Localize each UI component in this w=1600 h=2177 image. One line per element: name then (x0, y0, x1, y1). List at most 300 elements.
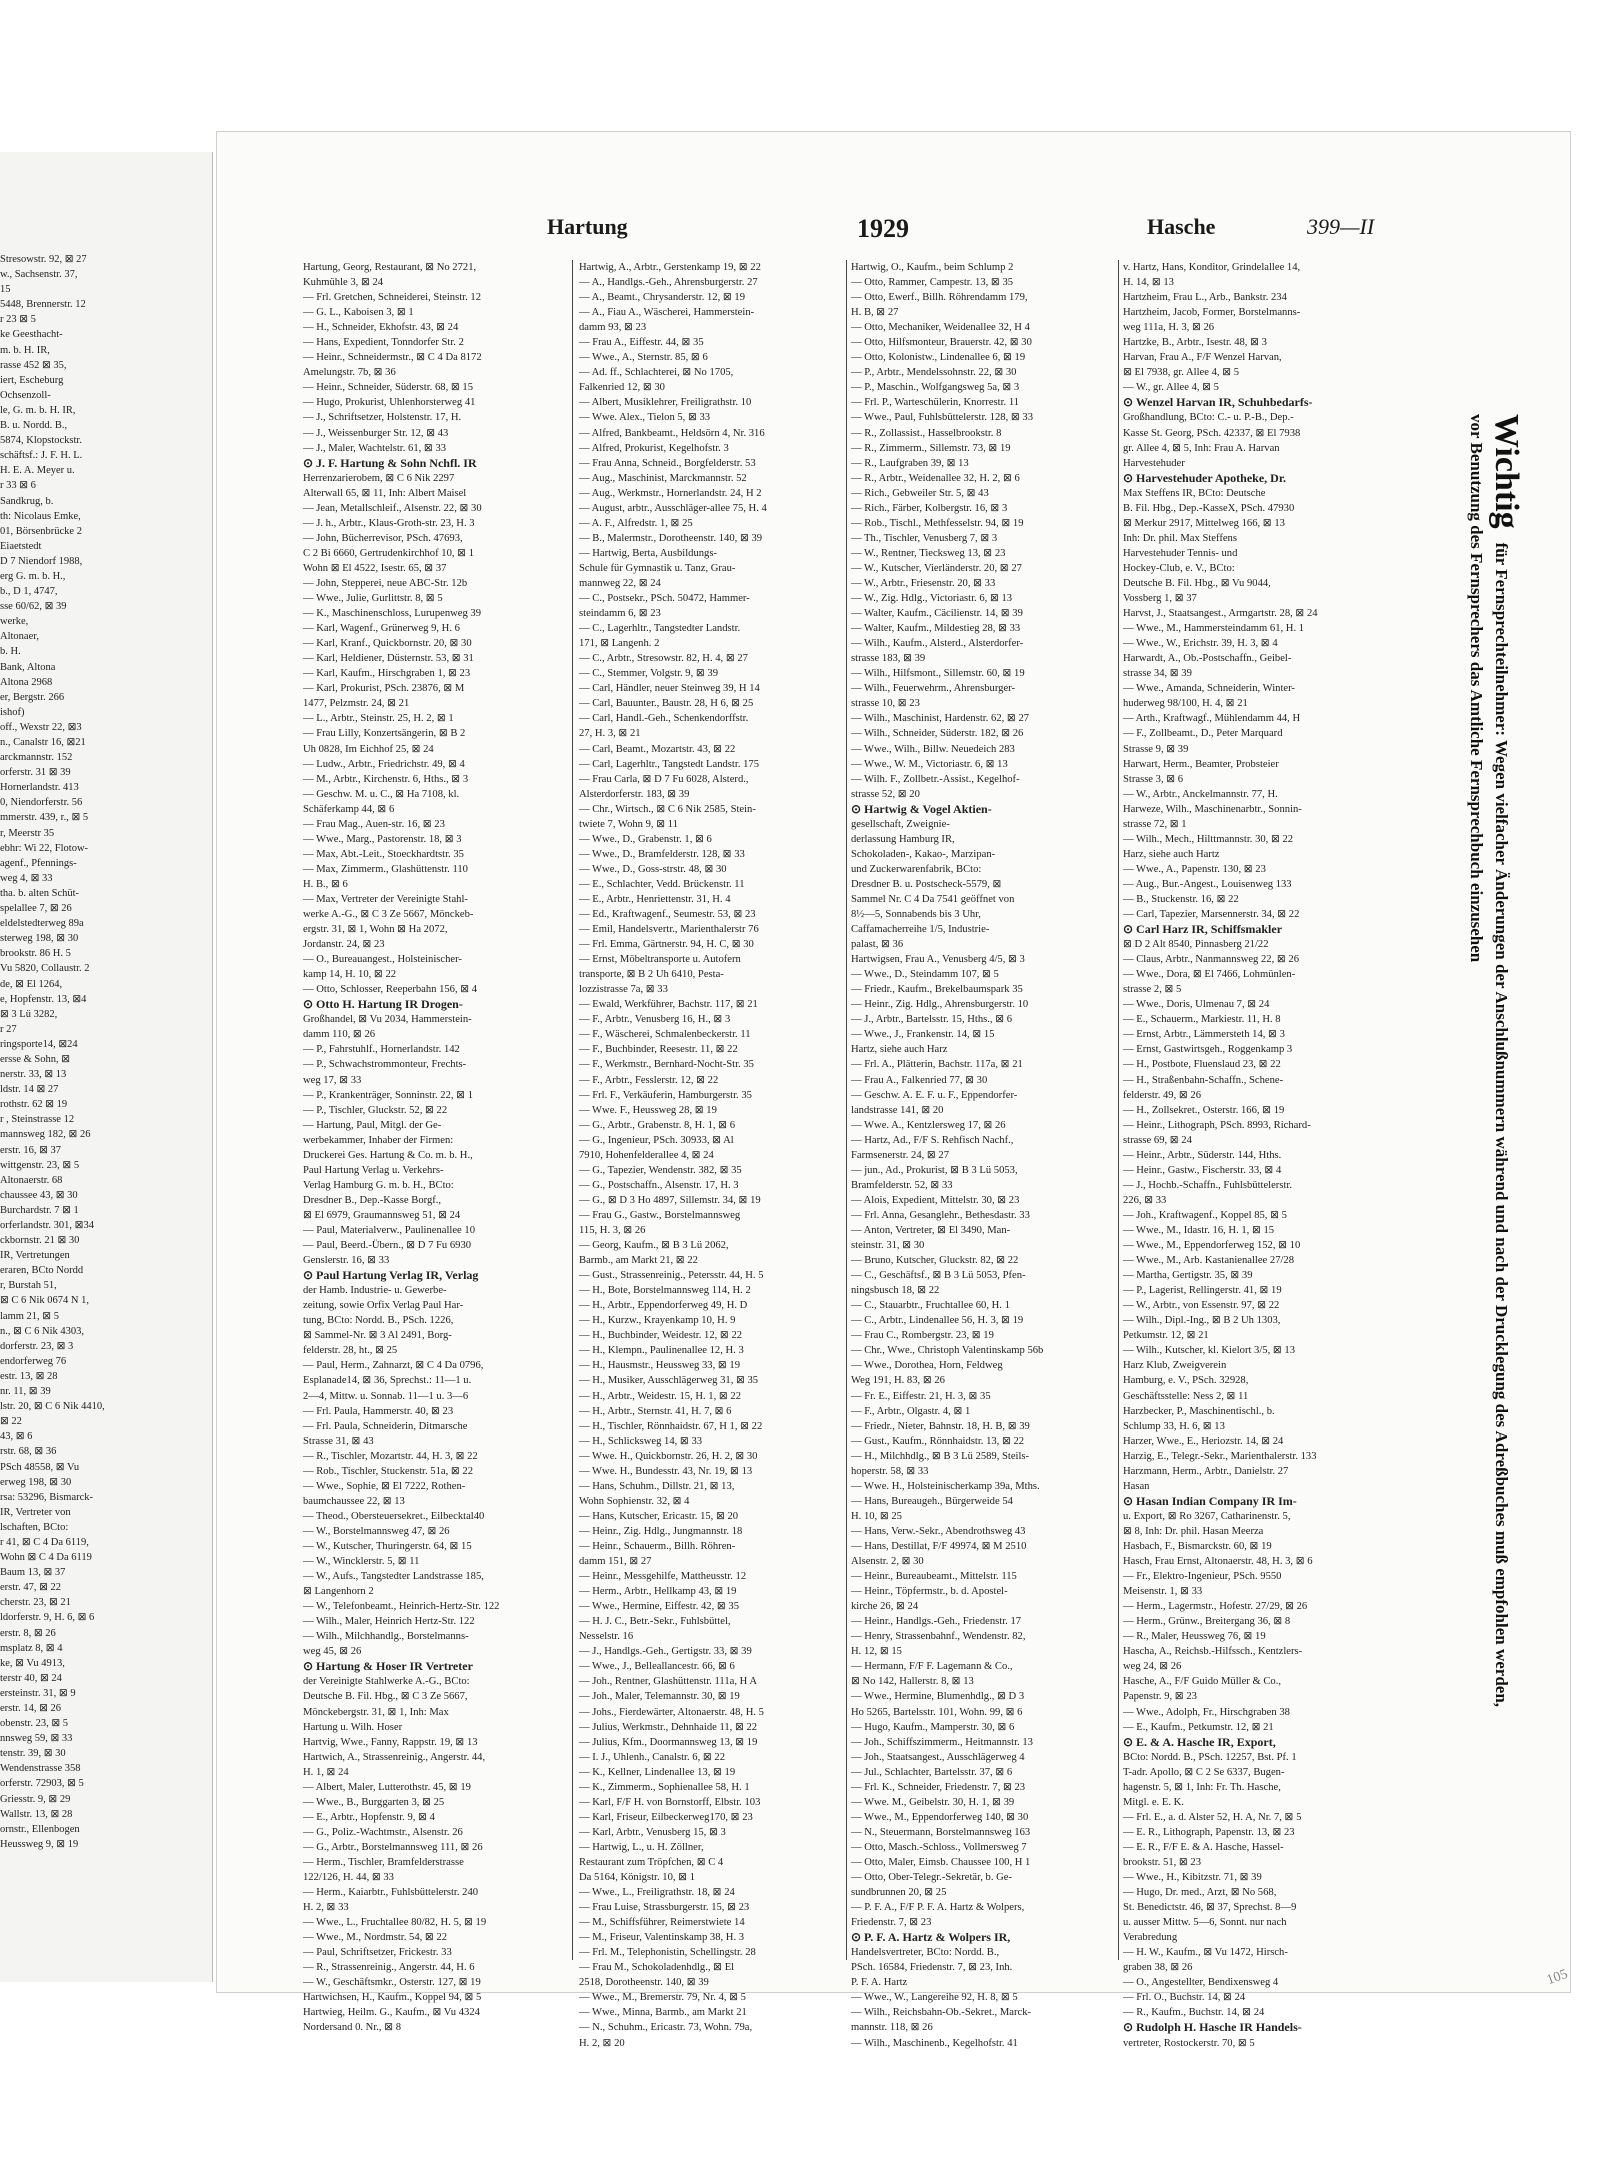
entry-line: — Wwe. A., Kentzlersweg 17, ⊠ 26 (851, 1119, 1006, 1131)
entry-line: — M., Schiffsführer, Reimerstwiete 14 (579, 1917, 745, 1929)
entry-line: — Herm., Arbtr., Hellkamp 43, ⊠ 19 (579, 1586, 737, 1598)
entry-line: graben 38, ⊠ 26 (1123, 1962, 1193, 1974)
entry-line: Sammel Nr. C 4 Da 7541 geöffnet von (851, 893, 1015, 905)
entry-line: Hartwieg, Heilm. G., Kaufm., ⊠ Vu 4324 (303, 2007, 480, 2019)
entry-line: — Rich., Färber, Kolbergstr. 16, ⊠ 3 (851, 502, 1008, 514)
entry-line: — F., Wäscherei, Schmalenbeckerstr. 11 (579, 1029, 751, 1041)
entry-line: Verabredung (1123, 1932, 1178, 1944)
entry-line: — N., Schuhm., Ericastr. 73, Wohn. 79a, (579, 2022, 753, 2034)
column-3 (851, 260, 1113, 2051)
entry-line: — G., Postschaffn., Alsenstr. 17, H. 3 (579, 1179, 739, 1191)
entry-line: — H., Arbtr., Weidestr. 15, H. 1, ⊠ 22 (579, 1390, 742, 1402)
entry-line: damm 93, ⊠ 23 (579, 322, 647, 334)
text-line: Wohn ⊠ C 4 Da 6119 (0, 1552, 92, 1564)
entry-line: ⊠ No 142, Hallerstr. 8, ⊠ 13 (851, 1676, 974, 1688)
entry-line: Harzbecker, P., Maschinentischl., b. (1123, 1405, 1275, 1417)
entry-line: — Wwe., W. M., Victoriastr. 6, ⊠ 13 (851, 758, 1008, 770)
entry-line: huderweg 98/100, H. 4, ⊠ 21 (1123, 698, 1248, 710)
entry-line: — H., Bote, Borstelmannsweg 114, H. 2 (579, 1285, 751, 1297)
text-line: lschaften, BCto: (0, 1521, 69, 1533)
entry-line: — G., Arbtr., Grabenstr. 8, H. 1, ⊠ 6 (579, 1119, 735, 1131)
text-line: 01, Börsenbrücke 2 (0, 525, 82, 537)
entry-line: — Hans, Kutscher, Ericastr. 15, ⊠ 20 (579, 1510, 739, 1522)
text-line: B. u. Nordd. B., (0, 420, 68, 432)
entry-line: Schäferkamp 44, ⊠ 6 (303, 803, 395, 815)
entry-line: — K., Zimmerm., Sophienallee 58, H. 1 (579, 1781, 750, 1793)
entry-line: landstrasse 141, ⊠ 20 (851, 1104, 944, 1116)
entry-line: weg 24, ⊠ 26 (1123, 1661, 1182, 1673)
entry-line: — Herm., Grünw., Breitergang 36, ⊠ 8 (1123, 1616, 1291, 1628)
entry-line: — Frl. P., Warteschülerin, Knorrestr. 11 (851, 397, 1020, 409)
entry-line: — Wwe. H., Holsteinischerkamp 39a, Mths. (851, 1480, 1040, 1492)
entry-line: — Wilh., Mech., Hilttmannstr. 30, ⊠ 22 (1123, 833, 1294, 845)
entry-line: Hartwig, A., Arbtr., Gerstenkamp 19, ⊠ 22 (579, 262, 761, 273)
entry-line: — Wwe., J., Belleallancestr. 66, ⊠ 6 (579, 1661, 735, 1673)
entry-line: transporte, ⊠ B 2 Uh 6410, Pesta- (579, 969, 724, 981)
entry-line: — Walter, Kaufm., Cäcilienstr. 14, ⊠ 39 (851, 608, 1023, 620)
entry-line: ⊠ El 6979, Graumannsweg 51, ⊠ 24 (303, 1209, 461, 1221)
entry-line: Dresdner B., Dep.-Kasse Borgf., (303, 1194, 442, 1206)
entry-line: Herrenzarierobem, ⊠ C 6 Nik 2297 (303, 472, 455, 484)
entry-line: — R., Laufgraben 39, ⊠ 13 (851, 457, 969, 469)
entry-line: — Heinr., Handlgs.-Geh., Friedenstr. 17 (851, 1616, 1022, 1628)
entry-line: — W., Kutscher, Thuringerstr. 64, ⊠ 15 (303, 1540, 472, 1552)
entry-line: — Frl. K., Schneider, Friedenstr. 7, ⊠ 23 (851, 1781, 1026, 1793)
text-line: sterweg 198, ⊠ 30 (0, 933, 79, 945)
entry-line: Hasch, Frau Ernst, Altonaerstr. 48, H. 3, ⊠ 6 (1123, 1556, 1313, 1568)
text-line: Altonaer, (0, 631, 39, 643)
page-header (217, 214, 1570, 250)
entry-line: — Wilh., Maschinist, Hardenstr. 62, ⊠ 27 (851, 713, 1030, 725)
entry-line: derlassung Hamburg IR, (851, 833, 955, 845)
entry-line: — Max, Zimmerm., Glashüttenstr. 110 (303, 863, 468, 875)
entry-line: — J., Handlgs.-Geh., Gertigstr. 33, ⊠ 39 (579, 1646, 752, 1658)
entry-line: Harvestehuder Tennis- und (1123, 547, 1238, 559)
entry-line: — Anton, Vertreter, ⊠ El 3490, Man- (851, 1225, 1011, 1236)
text-line: agenf., Pfennings- (0, 857, 77, 869)
entry-line: — R., Arbtr., Weidenallee 32, H. 2, ⊠ 6 (851, 472, 1020, 484)
entry-line: Max Steffens IR, BCto: Deutsche (1123, 487, 1266, 499)
entry-line: — J., Hochb.-Schaffn., Fuhlsbüttelerstr. (1123, 1179, 1292, 1191)
entry-line: Paul Hartung Verlag u. Verkehrs- (303, 1164, 444, 1176)
entry-line: — Herm., Tischler, Bramfelderstrasse (303, 1856, 464, 1868)
entry-line: — Wilh., Reichsbahn-Ob.-Sekret., Marck- (851, 2007, 1032, 2019)
firm-entry-line: ⊙ Hasan Indian Company IR Im- (1123, 1493, 1297, 1508)
firm-entry-line: ⊙ Hartwig & Vogel Aktien- (851, 801, 992, 816)
entry-line: — Fr. E., Eiffestr. 21, H. 3, ⊠ 35 (851, 1390, 991, 1402)
entry-line: Strasse 31, ⊠ 43 (303, 1435, 374, 1447)
entry-line: — R., Strassenreinig., Angerstr. 44, H. 6 (303, 1962, 475, 1974)
entry-line: strasse 72, ⊠ 1 (1123, 818, 1187, 830)
entry-line: — C., Stemmer, Volgstr. 9, ⊠ 39 (579, 668, 719, 680)
entry-line: — Wilh., Maschinenb., Kegelhofstr. 41 (851, 2037, 1018, 2049)
entry-line: Genslerstr. 16, ⊠ 33 (303, 1255, 390, 1267)
entry-line: — Hartung, Paul, Mitgl. der Ge- (303, 1119, 442, 1131)
text-line: nerstr. 33, ⊠ 13 (0, 1069, 67, 1081)
entry-line: v. Hartz, Hans, Konditor, Grindelallee 14, (1123, 262, 1301, 273)
entry-line: — C., Lagerhltr., Tangstedter Landstr. (579, 623, 741, 635)
text-line: nr. 11, ⊠ 39 (0, 1386, 51, 1398)
entry-line: Harz, siehe auch Hartz (1123, 848, 1220, 860)
entry-line: brookstr. 51, ⊠ 23 (1123, 1856, 1202, 1868)
entry-line: — Ed., Kraftwagenf., Seumestr. 53, ⊠ 23 (579, 909, 756, 921)
text-line: ke Geesthacht- (0, 329, 63, 341)
entry-line: — August, arbtr., Ausschläger-allee 75, H. 4 (579, 502, 767, 514)
entry-line: H. B, ⊠ 27 (851, 307, 899, 319)
entry-line: — W., Telefonbeamt., Heinrich-Hertz-Str. 122 (303, 1601, 500, 1613)
entry-line: — J., Schriftsetzer, Holstenstr. 17, H. (303, 412, 462, 424)
text-line: r , Steinstrasse 12 (0, 1114, 75, 1126)
entry-line: strasse 52, ⊠ 20 (851, 788, 920, 800)
text-line: erstr. 8, ⊠ 26 (0, 1627, 56, 1639)
entry-line: — H., Kurzw., Krayenkamp 10, H. 9 (579, 1315, 736, 1327)
entry-line: — Wwe., M., Arb. Kastanienallee 27/28 (1123, 1255, 1295, 1267)
entry-line: Uh 0828, Im Eichhof 25, ⊠ 24 (303, 743, 434, 755)
entry-line: — Heinr., Schneider, Süderstr. 68, ⊠ 15 (303, 382, 473, 394)
previous-page-edge (0, 152, 213, 1982)
entry-line: — Wwe., M., Bremerstr. 79, Nr. 4, ⊠ 5 (579, 1992, 746, 2004)
entry-line: Wohn ⊠ El 4522, Isestr. 65, ⊠ 37 (303, 562, 447, 574)
entry-line: — J., Weissenburger Str. 12, ⊠ 43 (303, 427, 449, 439)
entry-line: — P., Fahrstuhlf., Hornerlandstr. 142 (303, 1044, 460, 1056)
text-line: Griesstr. 9, ⊠ 29 (0, 1793, 71, 1805)
entry-line: Falkenried 12, ⊠ 30 (579, 382, 665, 394)
entry-line: strasse 2, ⊠ 5 (1123, 984, 1182, 996)
text-line: lstr. 20, ⊠ C 6 Nik 4410, (0, 1401, 105, 1413)
text-line: spelallee 7, ⊠ 26 (0, 903, 72, 915)
entry-line: — R., Kaufm., Buchstr. 14, ⊠ 24 (1123, 2007, 1265, 2019)
text-line: 5874, Klopstockstr. (0, 435, 82, 447)
entry-line: — Hartwig, Berta, Ausbildungs- (579, 547, 717, 559)
entry-line: — Wwe., Julie, Gurlittstr. 8, ⊠ 5 (303, 593, 443, 605)
entry-line: — J., Maler, Wachtelstr. 61, ⊠ 33 (303, 442, 447, 454)
text-line: rasse 452 ⊠ 35, (0, 359, 67, 371)
entry-line: — Emil, Handelsvertr., Marienthalerstr 76 (579, 924, 759, 936)
entry-line: — Ad. ff., Schlachterei, ⊠ No 1705, (579, 367, 734, 379)
column-4 (1123, 260, 1385, 2051)
entry-line: — Wwe. H., Quickbornstr. 26, H. 2, ⊠ 30 (579, 1450, 758, 1462)
text-line: r 33 ⊠ 6 (0, 480, 36, 492)
text-line: r, Burstah 51, (0, 1280, 57, 1292)
entry-line: — Wwe., J., Frankenstr. 14, ⊠ 15 (851, 1029, 995, 1041)
entry-line: damm 110, ⊠ 26 (303, 1029, 376, 1041)
entry-line: — P., Lagerist, Rellingerstr. 41, ⊠ 19 (1123, 1285, 1282, 1297)
entry-line: Hartvig, Wwe., Fanny, Rappstr. 19, ⊠ 13 (303, 1736, 478, 1748)
entry-line: — H., Straßenbahn-Schaffn., Schene- (1123, 1074, 1284, 1086)
entry-line: Weg 191, H. 83, ⊠ 26 (851, 1375, 945, 1387)
entry-line: strasse 69, ⊠ 24 (1123, 1134, 1192, 1146)
entry-line: — W., Wincklerstr. 5, ⊠ 11 (303, 1556, 420, 1568)
entry-line: — F., Arbtr., Fesslerstr. 12, ⊠ 22 (579, 1074, 719, 1086)
entry-line: — M., Friseur, Valentinskamp 38, H. 3 (579, 1932, 745, 1944)
entry-line: — H., Klempn., Paulinenallee 12, H. 3 (579, 1345, 744, 1357)
entry-line: — Otto, Maler, Eimsb. Chaussee 100, H 1 (851, 1856, 1031, 1868)
entry-line: — Carl, Händler, neuer Steinweg 39, H 14 (579, 683, 760, 695)
text-line: erg G. m. b. H., (0, 570, 66, 582)
text-line: Wendenstrasse 358 (0, 1763, 81, 1775)
entry-line: — Rob., Tischl., Methfesselstr. 94, ⊠ 19 (851, 517, 1024, 529)
entry-line: — Heinr., Schauerm., Billh. Röhren- (579, 1540, 736, 1552)
entry-line: Papenstr. 9, ⊠ 23 (1123, 1691, 1197, 1703)
entry-line: strasse 183, ⊠ 39 (851, 653, 926, 665)
entry-line: — Wwe., D., Bramfelderstr. 128, ⊠ 33 (579, 848, 745, 860)
entry-line: — Otto, Hilfsmonteur, Brauerstr. 42, ⊠ 30 (851, 337, 1032, 349)
text-line: off., Wexstr 22, ⊠3 (0, 721, 82, 733)
entry-line: — P., Schwachstrommonteur, Frechts- (303, 1059, 467, 1071)
entry-line: — Wwe., Marg., Pastorenstr. 18, ⊠ 3 (303, 833, 462, 845)
entry-line: — R., Maler, Heussweg 76, ⊠ 19 (1123, 1631, 1266, 1643)
entry-line: — Hugo, Kaufm., Mamperstr. 30, ⊠ 6 (851, 1721, 1015, 1733)
entry-line: Hartzheim, Frau L., Arb., Bankstr. 234 (1123, 292, 1287, 304)
text-line: Ochsenzoll- (0, 389, 51, 401)
text-line: n., ⊠ C 6 Nik 4303, (0, 1325, 85, 1337)
entry-line: St. Benedictstr. 46, ⊠ 37, Sprechst. 8—9 (1123, 1902, 1297, 1914)
entry-line: — Karl, Heldiener, Düsternstr. 53, ⊠ 31 (303, 653, 474, 665)
text-line: ebhr: Wi 22, Flotow- (0, 842, 89, 854)
entry-line: — Karl, Kranf., Quickbornstr. 20, ⊠ 30 (303, 638, 472, 650)
entry-line: — Frau Luise, Strassburgerstr. 15, ⊠ 23 (579, 1902, 750, 1914)
entry-line: — H. W., Kaufm., ⊠ Vu 1472, Hirsch- (1123, 1947, 1288, 1959)
entry-line: — Carl, Lagerhltr., Tangstedt Landstr. 175 (579, 758, 760, 770)
entry-line: — Frau M., Schokoladenhdlg., ⊠ El (579, 1962, 735, 1974)
entry-line: — F., Arbtr., Olgastr. 4, ⊠ 1 (851, 1405, 971, 1417)
entry-line: — Wwe., A., Sternstr. 85, ⊠ 6 (579, 352, 708, 364)
entry-line: — Hans, Bureaugeh., Bürgerweide 54 (851, 1495, 1013, 1507)
entry-line: Jordanstr. 24, ⊠ 23 (303, 939, 385, 951)
text-line: r 27 (0, 1023, 17, 1035)
entry-line: — Wwe., A., Papenstr. 130, ⊠ 23 (1123, 863, 1266, 875)
entry-line: — Frl. Paula, Schneiderin, Ditmarsche (303, 1420, 468, 1432)
entry-line: Harvan, Frau A., F/F Wenzel Harvan, (1123, 352, 1282, 364)
text-line: Hornerlandstr. 413 (0, 782, 79, 794)
entry-line: — R., Zimmerm., Sillemstr. 73, ⊠ 19 (851, 442, 1011, 454)
entry-line: T-adr. Apollo, ⊠ C 2 Se 6337, Bugen- (1123, 1766, 1285, 1778)
entry-line: Harwardt, A., Ob.-Postschaffn., Geibel- (1123, 653, 1292, 665)
text-line: tenstr. 39, ⊠ 30 (0, 1748, 66, 1760)
entry-line: Da 5164, Königstr. 10, ⊠ 1 (579, 1872, 695, 1884)
entry-line: — Wwe., Wilh., Billw. Neuedeich 283 (851, 743, 1015, 755)
text-line: Altonaerstr. 68 (0, 1174, 63, 1186)
entry-line: — Heinr., Zig. Hdlg., Jungmannstr. 18 (579, 1525, 743, 1537)
entry-line: — Alfred, Prokurist, Kegelhofstr. 3 (579, 442, 729, 454)
entry-line: 171, ⊠ Langenh. 2 (579, 638, 660, 650)
entry-line: Friedenstr. 7, ⊠ 23 (851, 1917, 932, 1929)
entry-line: H. 2, ⊠ 33 (303, 1902, 349, 1914)
entry-line: strasse 34, ⊠ 39 (1123, 668, 1192, 680)
text-line: orferlandstr. 301, ⊠34 (0, 1220, 94, 1231)
entry-line: — R., Tischler, Mozartstr. 44, H. 3, ⊠ 22 (303, 1450, 478, 1462)
entry-line: — F., Werkmstr., Bernhard-Nocht-Str. 35 (579, 1059, 754, 1071)
entry-line: — Claus, Arbtr., Nanmannsweg 22, ⊠ 26 (1123, 954, 1300, 966)
entry-line: — Otto, Kolonistw., Lindenallee 6, ⊠ 19 (851, 352, 1026, 364)
entry-line: — John, Bücherrevisor, PSch. 47693, (303, 532, 463, 544)
entry-line: weg 17, ⊠ 33 (303, 1074, 362, 1086)
entry-line: felderstr. 49, ⊠ 26 (1123, 1089, 1202, 1101)
entry-line: felderstr. 28, ht., ⊠ 25 (303, 1345, 398, 1357)
entry-line: Harzmann, Herm., Arbtr., Danielstr. 27 (1123, 1465, 1289, 1477)
entry-line: — Carl, Beamt., Mozartstr. 43, ⊠ 22 (579, 743, 736, 755)
entry-line: — Wwe. M., Geibelstr. 30, H. 1, ⊠ 39 (851, 1796, 1015, 1808)
entry-line: — Heinr., Zig. Hdlg., Ahrensburgerstr. 10 (851, 999, 1029, 1011)
entry-line: — Wwe., Dorothea, Horn, Feldweg (851, 1360, 1003, 1372)
entry-line: — G. L., Kaboisen 3, ⊠ 1 (303, 307, 414, 319)
entry-line: gr. Allee 4, ⊠ 5, Inh: Frau A. Harvan (1123, 442, 1280, 454)
column-divider (572, 260, 573, 1960)
text-line: Eiaetstedt (0, 540, 42, 552)
entry-line: — Bruno, Kutscher, Gluckstr. 82, ⊠ 22 (851, 1255, 1019, 1267)
entry-line: — Otto, Ober-Telegr.-Sekretär, b. Ge- (851, 1872, 1013, 1884)
entry-line: H. 2, ⊠ 20 (579, 2037, 625, 2049)
entry-line: — G., Ingenieur, PSch. 30933, ⊠ Al (579, 1134, 734, 1146)
entry-line: — Wwe., M., Hammersteindamm 61, H. 1 (1123, 623, 1305, 635)
entry-line: — Max, Abt.-Leit., Stoeckhardtstr. 35 (303, 848, 464, 860)
entry-line: — Wwe., Hermine, Eiffestr. 42, ⊠ 35 (579, 1601, 740, 1613)
entry-line: — Wilh., Maler, Heinrich Hertz-Str. 122 (303, 1616, 475, 1628)
entry-line: — Georg, Kaufm., ⊠ B 3 Lü 2062, (579, 1240, 729, 1252)
entry-line: — E., Schauerm., Markiestr. 11, H. 8 (1123, 1014, 1281, 1026)
entry-line: — Albert, Musiklehrer, Freiligrathstr. 10 (579, 397, 752, 409)
entry-line: — Karl, Friseur, Eilbeckerweg170, ⊠ 23 (579, 1811, 753, 1823)
firm-entry-line: ⊙ Hartung & Hoser IR Vertreter (303, 1659, 473, 1674)
entry-line: — Arth., Kraftwagf., Mühlendamm 44, H (1123, 713, 1301, 725)
text-line: rstr. 68, ⊠ 36 (0, 1446, 57, 1458)
entry-line: — H. J. C., Betr.-Sekr., Fuhlsbüttel, (579, 1616, 731, 1628)
entry-line: Vossberg 1, ⊠ 37 (1123, 593, 1197, 605)
entry-line: ⊠ El 7938, gr. Allee 4, ⊠ 5 (1123, 367, 1240, 379)
text-line: ke, ⊠ Vu 4913, (0, 1657, 65, 1669)
entry-line: Hartung u. Wilh. Hoser (303, 1721, 403, 1733)
text-line: orferstr. 31 ⊠ 39 (0, 767, 71, 779)
entry-line: BCto: Nordd. B., PSch. 12257, Bst. Pf. 1 (1123, 1751, 1297, 1763)
entry-line: mannweg 22, ⊠ 24 (579, 577, 661, 589)
entry-line: twiete 7, Wohn 9, ⊠ 11 (579, 818, 678, 830)
entry-line: — Th., Tischler, Venusberg 7, ⊠ 3 (851, 532, 998, 544)
entry-line: Ho 5265, Bartelsstr. 101, Wohn. 99, ⊠ 6 (851, 1706, 1023, 1718)
entry-line: — Paul, Beerd.-Übern., ⊠ D 7 Fu 6930 (303, 1240, 472, 1252)
entry-line: hagenstr. 5, ⊠ 1, Inh: Fr. Th. Hasche, (1123, 1781, 1281, 1793)
column-1 (303, 260, 565, 2036)
entry-line: — Karl, Arbtr., Venusberg 15, ⊠ 3 (579, 1826, 726, 1838)
entry-line: — G., ⊠ D 3 Ho 4897, Sillemstr. 34, ⊠ 19 (579, 1194, 761, 1206)
entry-line: — Wilh., Dipl.-Ing., ⊠ B 2 Uh 1303, (1123, 1315, 1281, 1327)
side-notice (1395, 414, 1555, 1714)
entry-line: Hockey-Club, e. V., BCto: (1123, 562, 1235, 574)
entry-line: steindamm 6, ⊠ 23 (579, 608, 661, 620)
entry-line: — Hans, Destillat, F/F 49974, ⊠ M 2510 (851, 1540, 1027, 1552)
entry-line: — Heinr., Bureaubeamt., Mittelstr. 115 (851, 1571, 1017, 1583)
entry-line: — John, Stepperei, neue ABC-Str. 12b (303, 577, 468, 589)
entry-line: ⊠ Langenhorn 2 (303, 1586, 374, 1598)
entry-line: 27, H. 3, ⊠ 21 (579, 728, 641, 740)
entry-line: — Martha, Gertigstr. 35, ⊠ 39 (1123, 1270, 1253, 1282)
text-line: wittgenstr. 23, ⊠ 5 (0, 1159, 80, 1171)
entry-line: — E., Schlachter, Vedd. Brückenstr. 11 (579, 878, 745, 890)
entry-line: — H., Arbtr., Sternstr. 41, H. 7, ⊠ 6 (579, 1405, 732, 1417)
text-line: er, Bergstr. 266 (0, 691, 65, 703)
entry-line: — Paul, Herm., Zahnarzt, ⊠ C 4 Da 0796, (303, 1360, 484, 1372)
entry-line: — E., Arbtr., Hopfenstr. 9, ⊠ 4 (303, 1811, 435, 1823)
entry-line: — Frl. Emma, Gärtnerstr. 94, H. C, ⊠ 30 (579, 939, 754, 951)
entry-line: — Theod., Obersteuersekret., Eilbecktal40 (303, 1510, 485, 1522)
entry-line: Harzig, E., Telegr.-Sekr., Marienthalerstr. 133 (1123, 1450, 1317, 1462)
text-line: erstr. 47, ⊠ 22 (0, 1582, 62, 1594)
header-year: 1929 (857, 214, 909, 243)
entry-line: — P., Arbtr., Mendelssohnstr. 22, ⊠ 30 (851, 367, 1017, 379)
entry-line: mannstr. 118, ⊠ 26 (851, 2022, 933, 2034)
entry-line: — G., Poliz.-Wachtmstr., Alsenstr. 26 (303, 1826, 463, 1838)
entry-line: ⊠ Sammel-Nr. ⊠ 3 Al 2491, Borg- (303, 1330, 452, 1342)
entry-line: — Wilh., Milchhandlg., Borstelmanns- (303, 1631, 469, 1643)
entry-line: — K., Kellner, Lindenallee 13, ⊠ 19 (579, 1766, 736, 1778)
directory-page (217, 132, 1570, 2049)
entry-line: — Wwe., Dora, ⊠ El 7466, Lohmünlen- (1123, 969, 1296, 981)
text-line: th: Nicolaus Emke, (0, 510, 81, 522)
entry-line: — Max, Vertreter der Vereinigte Stahl- (303, 893, 468, 905)
entry-line: — Hartz, Ad., F/F S. Rehfisch Nachf., (851, 1134, 1014, 1146)
text-line: tha. b. alten Schüt- (0, 887, 80, 899)
entry-line: — Karl, Prokurist, PSch. 23876, ⊠ M (303, 683, 465, 695)
entry-line: 2—4, Mittw. u. Sonnab. 11—1 u. 3—6 (303, 1390, 469, 1402)
entry-line: — P. F. A., F/F P. F. A. Hartz & Wolpers, (851, 1902, 1025, 1914)
entry-line: — Wwe., Paul, Fuhlsbüttelerstr. 128, ⊠ 33 (851, 412, 1033, 424)
text-line: orferstr. 72903, ⊠ 5 (0, 1778, 84, 1790)
entry-line: — H., Buchbinder, Weidestr. 12, ⊠ 22 (579, 1330, 743, 1342)
text-line: ⊠ 22 (0, 1416, 22, 1428)
column-divider (846, 260, 847, 1960)
entry-line: Bramfelderstr. 52, ⊠ 33 (851, 1179, 953, 1191)
entry-line: lozzistrasse 7a, ⊠ 33 (579, 984, 668, 996)
text-line: b., D 1, 4747, (0, 586, 58, 598)
entry-line: — Gust., Kaufm., Rönnhaidstr. 13, ⊠ 22 (851, 1435, 1025, 1447)
entry-line: — N., Steuermann, Borstelmannsweg 163 (851, 1826, 1031, 1838)
entry-line: — Alois, Expedient, Mittelstr. 30, ⊠ 23 (851, 1194, 1020, 1206)
entry-line: — W., Rentner, Tiecksweg 13, ⊠ 23 (851, 547, 1006, 559)
entry-line: — A. F., Alfredstr. 1, ⊠ 25 (579, 517, 693, 529)
text-line: mannsweg 182, ⊠ 26 (0, 1129, 91, 1141)
entry-line: — Joh., Staatsangest., Ausschlägerweg 4 (851, 1751, 1025, 1763)
entry-line: Alterwall 65, ⊠ 11, Inh: Albert Maisel (303, 487, 467, 499)
entry-line: ⊠ D 2 Alt 8540, Pinnasberg 21/22 (1123, 939, 1269, 951)
entry-line: tung, BCto: Nordd. B., PSch. 1226, (303, 1315, 454, 1327)
entry-line: Barmb., am Markt 21, ⊠ 22 (579, 1255, 698, 1267)
entry-line: — Joh., Schiffszimmerm., Heitmannstr. 13 (851, 1736, 1033, 1748)
text-line: IR, Vertretungen (0, 1250, 70, 1262)
handwritten-mark: 105 (1544, 1966, 1570, 1989)
previous-page-column (0, 252, 205, 1852)
entry-line: — F., Buchbinder, Reesestr. 11, ⊠ 22 (579, 1044, 738, 1056)
column-divider (1118, 260, 1119, 1960)
entry-line: H. 1, ⊠ 24 (303, 1766, 349, 1778)
text-line: 5448, Brennerstr. 12 (0, 299, 86, 311)
entry-line: — Wwe., D., Goss-strstr. 48, ⊠ 30 (579, 863, 727, 875)
entry-line: Schokoladen-, Kakao-, Marzipan- (851, 848, 996, 860)
text-line: terstr 40, ⊠ 24 (0, 1672, 62, 1684)
entry-line: — Wwe. Alex., Tielon 5, ⊠ 33 (579, 412, 711, 424)
text-line: D 7 Niendorf 1988, (0, 555, 83, 567)
entry-line: — Wilh., Kaufm., Alsterd., Alsterdorfer- (851, 638, 1024, 650)
entry-line: — Frl. Gretchen, Schneiderei, Steinstr. 12 (303, 292, 481, 304)
side-notice-title: Wichtig (1488, 414, 1525, 529)
text-line: werke, (0, 616, 29, 628)
entry-line: — Wilh., Feuerwehrm., Ahrensburger- (851, 683, 1016, 695)
entry-line: — Carl, Tapezier, Marsennerstr. 34, ⊠ 22 (1123, 909, 1300, 921)
entry-line: — C., Stauarbtr., Fruchtallee 60, H. 1 (851, 1300, 1010, 1312)
text-line: H. E. A. Meyer u. (0, 465, 75, 477)
text-line: erweg 198, ⊠ 30 (0, 1476, 72, 1488)
text-line: weg 4, ⊠ 33 (0, 872, 53, 884)
text-line: Baum 13, ⊠ 37 (0, 1567, 66, 1579)
entry-line: — W., Arbtr., von Essenstr. 97, ⊠ 22 (1123, 1300, 1280, 1312)
